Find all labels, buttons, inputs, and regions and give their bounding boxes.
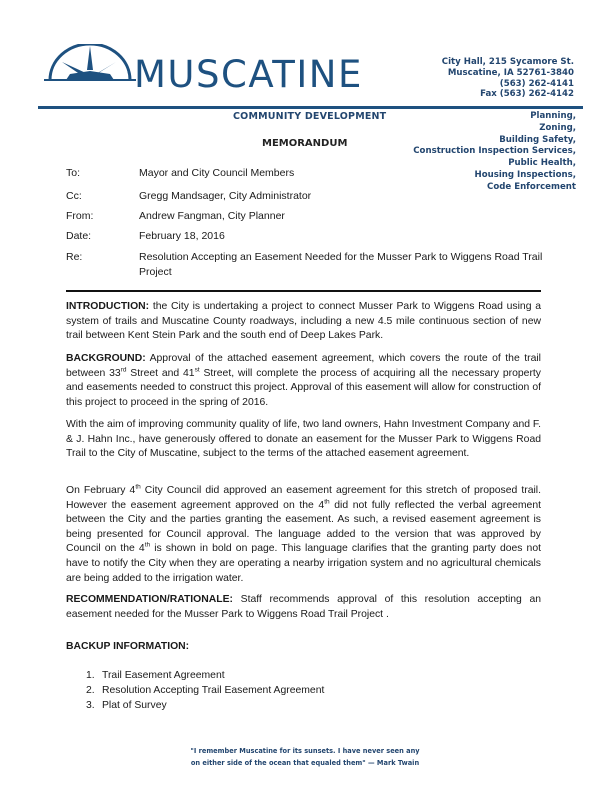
memo-divider [66,290,541,292]
list-label: Resolution Accepting Trail Easement Agreement [102,685,325,696]
introduction-text: the City is undertaking a project to connect Musser Park to Wiggens Road using a system of trails and Muscatine County roadways, including a new 4.5 mile continuous section of new trail between Kent Stein Park and the south end of Deep Lakes Park. [66,301,541,342]
from-value: Andrew Fangman, City Planner [139,210,285,222]
contact-address: City Hall, 215 Sycamore St. [441,57,574,67]
memo-title: MEMORANDUM [262,138,348,149]
re-value: Resolution Accepting an Easement Needed for the Musser Park to Wiggens Road Trail Project [139,251,543,278]
quote-line: "I remember Muscatine for its sunsets. I have never seen any [190,747,420,755]
footer-quote [150,745,460,769]
service-item: Planning, [530,111,576,121]
to-label: To: [66,167,81,179]
list-label: Trail Easement Agreement [102,670,225,681]
background-text: Street and 41 [126,367,195,379]
revision-text: is shown in bold on page. This language clarifies that the granting party does not have to notify the City when they are operating a nearby irrigation system and no agricultural chemicals are being added to the irrigation water. [66,543,541,584]
city-wordmark: MUSCATINE [134,53,363,96]
service-item: Zoning, [539,122,576,133]
sunrise-compass-icon [44,44,136,82]
introduction-heading: INTRODUCTION: [66,301,150,312]
list-item [86,668,324,683]
revision-paragraph [66,484,541,586]
list-number: 3. [86,700,95,711]
background-text: Street, will complete the process of acquiring all the necessary property and easements needed to construct this project. Approval of this easement will allow for construction of this project to proceed in the spring of 2016. [66,367,541,408]
background-paragraph [66,352,541,410]
cc-value: Gregg Mandsager, City Administrator [139,190,312,202]
header-rule [38,106,583,109]
service-item: Public Health, [508,158,576,169]
to-value: Mayor and City Council Members [139,167,295,179]
list-label: Plat of Survey [102,700,167,711]
ordinal-suffix: th [324,498,330,506]
list-item [86,698,324,713]
revision-text: City Council did approved an easement agreement for this stretch of proposed trail. However the easement agreement approved on the 4 [66,485,541,511]
recommendation-heading: RECOMMENDATION/RATIONALE: [66,594,234,605]
services-list [413,111,576,194]
ordinal-suffix: st [194,366,200,374]
service-item: Code Enforcement [487,181,576,192]
list-number: 1. [86,670,95,681]
re-label: Re: [66,251,83,263]
date-value: February 18, 2016 [139,230,225,242]
recommendation-text: Staff recommends approval of this resolution accepting an easement needed for the Musser Park to Wiggens Road Trail Project . [66,594,541,620]
ordinal-suffix: th [135,483,141,491]
date-label: Date: [66,230,92,242]
backup-heading: BACKUP INFORMATION: [66,641,190,652]
list-number: 2. [86,685,95,696]
service-item: Housing Inspections, [474,169,576,180]
contact-block [442,57,574,100]
contact-city: Muscatine, IA 52761-3840 [447,67,574,78]
cc-label: Cc: [66,190,82,202]
ordinal-suffix: rd [120,366,127,374]
background-heading: BACKGROUND: [66,353,146,364]
department-name: COMMUNITY DEVELOPMENT [233,111,387,122]
background-text: Approval of the attached easement agreement, which covers the route of the trail between 33 [66,353,541,379]
service-item: Construction Inspection Services, [413,146,576,157]
backup-list [86,668,324,713]
revision-text: On February 4 [66,485,136,496]
contact-fax: Fax (563) 262-4142 [480,89,574,100]
from-label: From: [66,210,94,222]
introduction-paragraph [66,300,541,344]
contact-phone: (563) 262-4141 [499,78,574,89]
revision-text: did not fully reflected the verbal agreement between the City and the parties granting the easement. As such, a revised easement agreement is being presented for Council approval. The language added to the version that was approved by Council on the 4 [66,499,541,555]
service-item: Building Safety, [499,134,576,145]
ordinal-suffix: th [144,541,151,549]
quote-line: on either side of the ocean that equaled them" — Mark Twain [190,759,420,767]
list-item [86,683,324,698]
recommendation-paragraph [66,593,541,622]
donation-paragraph: With the aim of improving community quality of life, two land owners, Hahn Investment Company and F. & J. Hahn Inc., have generously offered to donate an easement for the Musser Park to Wiggens Road Trail to the City of Muscatine, subject to the terms of the attached easement agreement. [66,419,541,460]
